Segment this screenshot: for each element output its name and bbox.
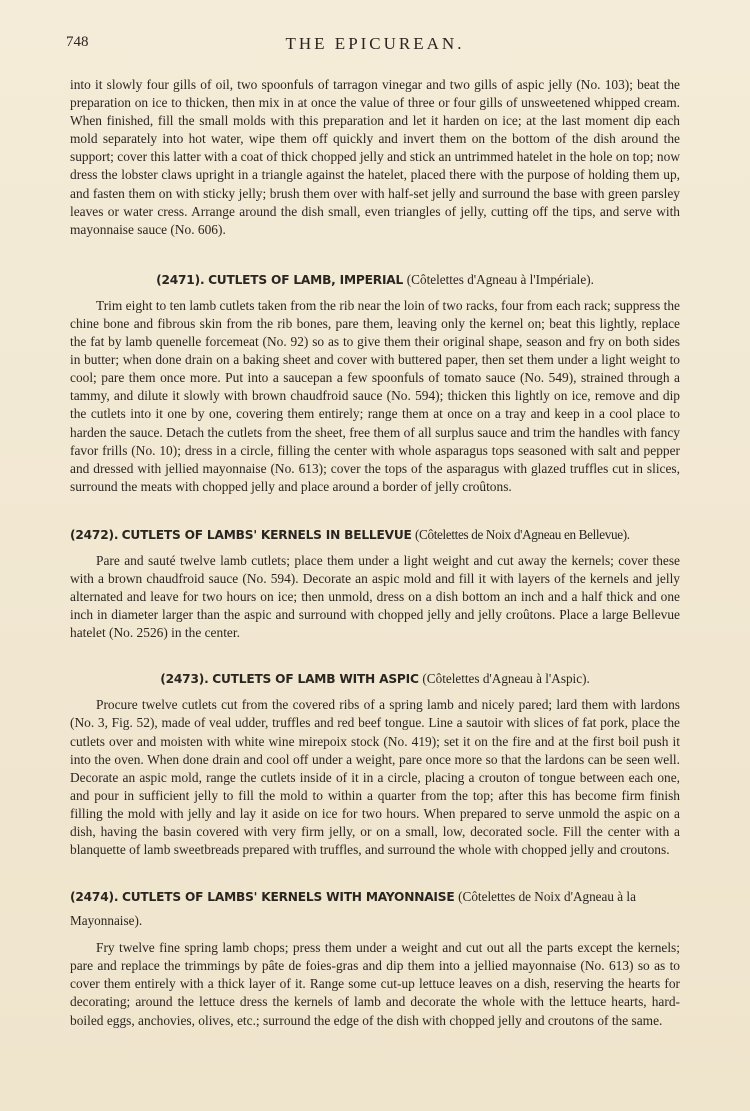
- recipe-body: Pare and sauté twelve lamb cutlets; place them under a light weight and cut away the kernels; cover these with a brown chaudfroid sauce (No. 594). Decorate an aspic mold and fill it with layers of the kernels and jelly alternated and leave for two hours on ice; then unmold, dress on a dish bottom an inch and a half thick and one inch in diameter larger than the aspic and surround with chopped jelly and jelly croûtons. Place a large Bellevue hatelet (No. 2526) in the center.: [70, 552, 680, 641]
- recipe-french-title: (Côtelettes d'Agneau à l'Impériale).: [406, 271, 594, 287]
- recipe-2471: [70, 269, 680, 496]
- recipe-title: CUTLETS OF LAMB WITH ASPIC: [212, 672, 419, 687]
- recipe-number: (2474).: [70, 890, 119, 905]
- recipe-title: CUTLETS OF LAMB, IMPERIAL: [208, 272, 404, 287]
- recipe-heading: [70, 668, 680, 690]
- recipe-heading: [70, 524, 680, 546]
- recipe-body: Fry twelve fine spring lamb chops; press them under a weight and cut out all the parts except the kernels; pare and replace the trimmings by pâte de foies-gras and dip them into a jellied mayonnaise (No. 613) so as to cover them entirely with a thick layer of it. Range some cut-up lettuce leaves on a dish, reserving the hearts for decorating; around the lettuce dress the kernels of lamb and decorate the whole with the lettuce hearts, hard-boiled eggs, anchovies, olives, etc.; surround the edge of the dish with chopped jelly and croutons of the same.: [70, 940, 680, 1028]
- recipe-2474: [70, 885, 680, 1029]
- continuation-paragraph: into it slowly four gills of oil, two spoonfuls of tarragon vinegar and two gills of aspic jelly (No. 103); beat the preparation on ice to thicken, then mix in at once the value of three or four gills of unsweetened whipped cream. When finished, fill the small molds with this preparation and let it harden on ice; at the last moment dip each mold separately into hot water, wipe them off quickly and invert them on the bottom of the dish around the support; cover this latter with a coat of thick chopped jelly and stick an untrimmed hatelet in the hole on top; now dress the lobster claws upright in a triangle against the hatelet, placed there with the purpose of holding them up, and fasten them on with sticky jelly; brush them over with half-set jelly and surround the base with green parsley leaves or water cress. Arrange around the dish small, even triangles of jelly, cutting off the tips, and serve with mayonnaise sauce (No. 606).: [70, 77, 680, 237]
- running-head: [66, 34, 680, 56]
- recipe-title: CUTLETS OF LAMBS' KERNELS WITH MAYONNAISE: [121, 890, 455, 905]
- page-number: 748: [66, 34, 89, 50]
- recipe-body: Procure twelve cutlets cut from the covered ribs of a spring lamb and nicely pared; lard them with lardons (No. 3, Fig. 52), made of veal udder, truffles and red beef tongue. Line a sautoir with slices of fat pork, place the cutlets over and moisten with white wine mirepoix stock (No. 419); set it on the fire and at the first boil push it into the oven. When done drain and cool off under a weight, pare once more so that the lardons can be seen well. Decorate an aspic mold, range the cutlets inside of it in a circle, placing a crouton of tongue between each one, and pour in sufficient jelly to fill the mold to within a quarter from the top; after this has become firm finish filling the mold with jelly and lay it aside on ice for two hours. When prepared to serve unmold the aspic on a dish, having the basin covered with very firm jelly, or on a small, low, decorated socle. Fill the center with a blanquette of lamb sweetbreads prepared with truffles, and surround the whole with chopped jelly and croutons.: [70, 697, 680, 858]
- recipe-number: (2471).: [156, 272, 205, 287]
- recipe-french-title: (Côtelettes de Noix d'Agneau à la Mayonnaise).: [70, 889, 636, 929]
- recipe-french-title: (Côtelettes de Noix d'Agneau en Bellevue).: [415, 526, 630, 542]
- recipe-french-title: (Côtelettes d'Agneau à l'Aspic).: [422, 671, 590, 687]
- recipe-2472: [70, 524, 680, 642]
- recipe-body: Trim eight to ten lamb cutlets taken from the rib near the loin of two racks, four from each rack; suppress the chine bone and fibrous skin from the rib bones, pare them, leaving only the kernel on; beat this lightly, replace the fat by lamb quenelle forcemeat (No. 92) so as to give them their original shape, season and fry on both sides in butter; when done drain on a baking sheet and cover with buttered paper, then set them under a light weight to cool; pare them once more. Put into a saucepan a few spoonfuls of tomato sauce (No. 549), strained through a tammy, and dilute it slowly with brown chaudfroid sauce (No. 594); thicken this lightly on ice, remove and dip the cutlets into it one by one, covering them entirely; range them at once on a tray and keep in a cool place to harden the sauce. Detach the cutlets from the sheet, free them of all surplus sauce and trim the handles with fancy favor frills (No. 10); dress in a circle, filling the center with whole asparagus tops seasoned with salt and pepper and dressed with jellied mayonnaise (No. 613); cover the tops of the asparagus with glazed truffles cut in slices, surround the meats with chopped jelly and place around a border of jelly croûtons.: [70, 297, 680, 494]
- recipe-heading: [70, 269, 680, 291]
- recipe-title: CUTLETS OF LAMBS' KERNELS IN BELLEVUE: [121, 527, 412, 542]
- recipe-2473: [70, 668, 680, 859]
- recipe-number: (2472).: [70, 527, 119, 542]
- recipe-heading: [70, 885, 680, 933]
- recipe-number: (2473).: [160, 672, 209, 687]
- book-title: THE EPICUREAN.: [285, 34, 465, 53]
